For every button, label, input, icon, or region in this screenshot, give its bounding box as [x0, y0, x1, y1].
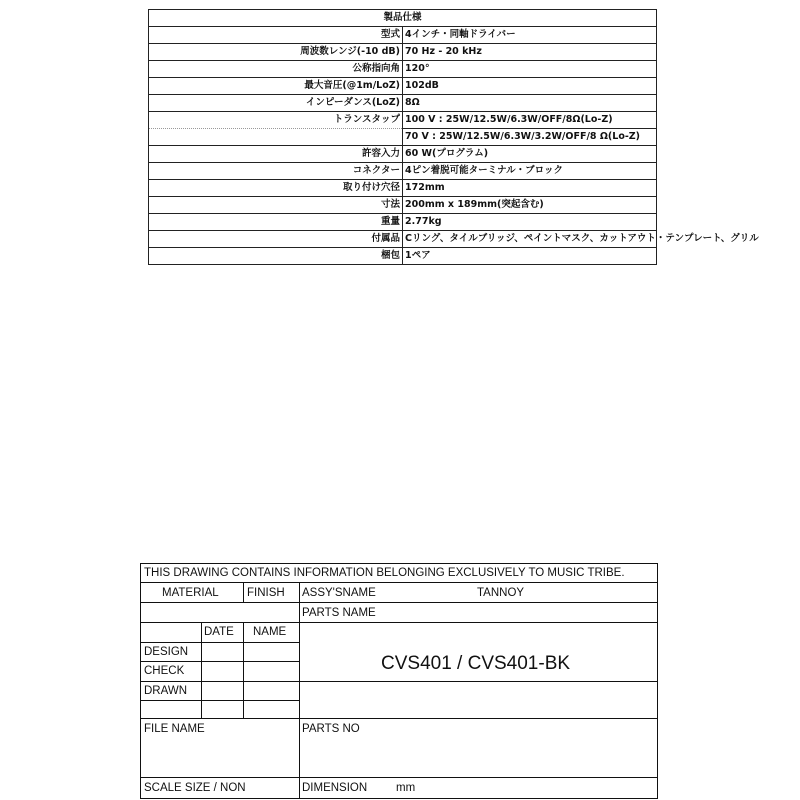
spec-value: 100 V : 25W/12.5W/6.3W/OFF/8Ω(Lo-Z): [403, 112, 657, 129]
spec-table: [148, 9, 759, 265]
spec-label: 許容入力: [149, 146, 403, 163]
rule: [141, 642, 299, 643]
spec-row: [149, 44, 657, 61]
spec-value: 70 Hz - 20 kHz: [403, 44, 657, 61]
spec-label: 取り付け穴径: [149, 180, 403, 197]
rule: [141, 777, 657, 778]
assy-name-label: ASSY'SNAME: [302, 587, 376, 599]
spec-value: 8Ω: [403, 95, 657, 112]
spec-title-row: [149, 10, 657, 27]
rule: [243, 622, 244, 718]
spec-row: [149, 112, 657, 129]
rule: [141, 681, 299, 682]
drawing-title-block: [140, 563, 658, 799]
date-label: DATE: [204, 626, 234, 638]
rule: [299, 582, 300, 799]
scale-size-label: SCALE SIZE / NON: [144, 782, 246, 794]
finish-label: FINISH: [247, 587, 285, 599]
spec-row: [149, 27, 657, 44]
spec-label: 付属品: [149, 231, 403, 248]
rule: [299, 681, 657, 682]
parts-no-label: PARTS NO: [302, 723, 360, 735]
spec-value: 70 V : 25W/12.5W/6.3W/3.2W/OFF/8 Ω(Lo-Z): [403, 129, 657, 146]
drawn-label: DRAWN: [144, 685, 188, 697]
file-name-label: FILE NAME: [144, 723, 205, 735]
spec-label: トランスタップ: [149, 112, 403, 129]
parts-name-label: PARTS NAME: [302, 607, 376, 619]
spec-row: [149, 95, 657, 112]
spec-label: インピーダンス(LoZ): [149, 95, 403, 112]
spec-row: [149, 180, 657, 197]
spec-label: 最大音圧(@1m/LoZ): [149, 78, 403, 95]
spec-label: [149, 129, 403, 146]
model-number: CVS401 / CVS401-BK: [381, 653, 571, 674]
dimension-unit: mm: [396, 782, 416, 794]
spec-row: [149, 163, 657, 180]
name-label: NAME: [253, 626, 287, 638]
spec-row: [149, 146, 657, 163]
spec-value: 4ピン着脱可能ターミナル・ブロック: [403, 163, 657, 180]
material-label: MATERIAL: [162, 587, 219, 599]
spec-row: [149, 61, 657, 78]
spec-value: 1ペア: [403, 248, 657, 265]
rule: [141, 700, 299, 701]
spec-label: 周波数レンジ(-10 dB): [149, 44, 403, 61]
rule: [201, 622, 202, 718]
spec-value: 120°: [403, 61, 657, 78]
rule: [141, 582, 657, 583]
spec-row: [149, 231, 657, 248]
spec-row: [149, 214, 657, 231]
rule: [141, 661, 299, 662]
spec-label: 重量: [149, 214, 403, 231]
spec-row: [149, 197, 657, 214]
spec-value: Cリング、タイルブリッジ、ペイントマスク、カットアウト・テンプレート、グリル: [403, 231, 657, 248]
spec-label: コネクター: [149, 163, 403, 180]
ownership-notice: THIS DRAWING CONTAINS INFORMATION BELONGING EXCLUSIVELY TO MUSIC TRIBE.: [144, 567, 625, 579]
spec-label: 型式: [149, 27, 403, 44]
spec-label: 梱包: [149, 248, 403, 265]
assy-name-value: TANNOY: [477, 587, 525, 599]
spec-label: 公称指向角: [149, 61, 403, 78]
design-label: DESIGN: [144, 646, 189, 658]
rule: [141, 718, 657, 719]
dimension-label: DIMENSION: [302, 782, 368, 794]
rule: [243, 582, 244, 602]
spec-row: [149, 248, 657, 265]
rule: [141, 602, 657, 603]
spec-label: 寸法: [149, 197, 403, 214]
spec-value: 4インチ・同軸ドライバー: [403, 27, 657, 44]
spec-value: 102dB: [403, 78, 657, 95]
rule: [141, 622, 657, 623]
spec-row: [149, 129, 657, 146]
check-label: CHECK: [144, 665, 185, 677]
spec-value: 60 W(プログラム): [403, 146, 657, 163]
spec-value: 2.77kg: [403, 214, 657, 231]
spec-row: [149, 78, 657, 95]
spec-value: 172mm: [403, 180, 657, 197]
spec-title: 製品仕様: [149, 10, 657, 27]
spec-value: 200mm x 189mm(突起含む): [403, 197, 657, 214]
